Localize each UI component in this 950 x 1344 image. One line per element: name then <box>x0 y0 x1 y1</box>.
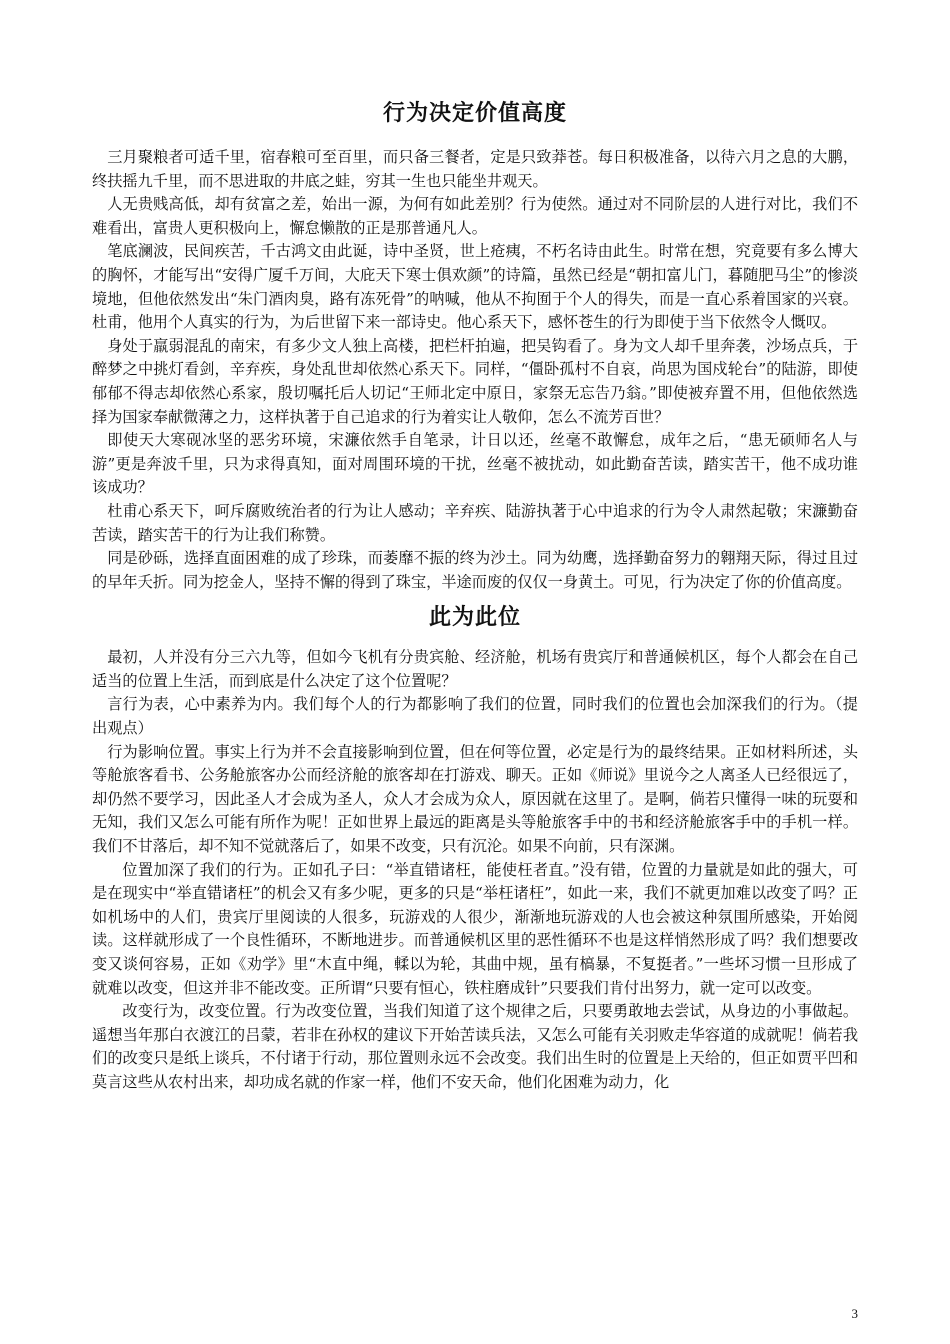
paragraph: 改变行为，改变位置。行为改变位置，当我们知道了这个规律之后，只要勇敢地去尝试，从身边的小事做起。遥想当年那白衣渡江的吕蒙，若非在孙权的建议下开始苦读兵法，又怎么可能有关羽败走华容道的成就呢！倘若我们的改变只是纸上谈兵，不付诸于行动，那位置则永远不会改变。我们出生时的位置是上天给的，但正如贾平凹和莫言这些从农村出来，却功成名就的作家一样，他们不安天命，他们化困难为动力，化 <box>92 1002 858 1091</box>
page-number: 3 <box>851 1306 858 1321</box>
paragraph: 身处于羸弱混乱的南宋，有多少文人独上高楼，把栏杆拍遍，把吴钩看了。身为文人却千里奔袭，沙场点兵，于醉梦之中挑灯看剑，辛弃疾，身处乱世却依然心系天下。同样，“僵卧孤村不自哀，尚思为国戍轮台”的陆游，即使郁郁不得志却依然心系家，殷切嘱托后人切记“王师北定中原日，家祭无忘告乃翁。”即使被弃置不用，但他依然选择为国家奉献微薄之力，这样执著于自己追求的行为着实让人敬仰，怎么不流芳百世？ <box>92 336 858 426</box>
paragraph: 杜甫心系天下，呵斥腐败统治者的行为让人感动；辛弃疾、陆游执著于心中追求的行为令人肃然起敬；宋濂勤奋苦读，踏实苦干的行为让我们称赞。 <box>92 501 858 544</box>
article-title: 行为决定价值高度 <box>382 101 567 126</box>
paragraph: 笔底澜波，民间疾苦，千古鸿文由此诞，诗中圣贤，世上疮痍，不朽名诗由此生。时常在想，究竟要有多么博大的胸怀，才能写出“安得广厦千万间，大庇天下寒士俱欢颜”的诗篇，虽然已经是“朝扣富儿门，暮随肥马尘”的惨淡境地，但他依然发出“朱门酒肉臭，路有冻死骨”的呐喊，他从不拘囿于个人的得失，而是一直心系着国家的兴衰。杜甫，他用个人真实的行为，为后世留下来一部诗史。他心系天下，感怀苍生的行为即使于当下依然令人慨叹。 <box>92 242 858 332</box>
paragraph: 最初，人并没有分三六九等，但如今飞机有分贵宾舱、经济舱，机场有贵宾厅和普通候机区，每个人都会在自己适当的位置上生活，而到底是什么决定了这个位置呢？ <box>92 648 858 690</box>
paragraph: 人无贵贱高低，却有贫富之差，始出一源，为何有如此差别？行为使然。通过对不同阶层的人进行对比，我们不难看出，富贵人更积极向上，懈怠懒散的正是那普通凡人。 <box>92 195 858 237</box>
page-content <box>92 98 858 1095</box>
article-title: 此为此位 <box>428 605 521 631</box>
paragraph: 行为影响位置。事实上行为并不会直接影响到位置，但在何等位置，必定是行为的最终结果。正如材料所述，头等舱旅客看书、公务舱旅客办公而经济舱的旅客却在打游戏、聊天。正如《师说》里说今之人离圣人已经很远了，却仍然不要学习，因此圣人才会成为圣人，众人才会成为众人，原因就在这里了。是啊，倘若只懂得一味的玩耍和无知，我们又怎么可能有所作为呢！正如世界上最远的距离是头等舱旅客手中的书和经济舱旅客手中的手机一样。我们不甘落后，却不知不觉就落后了，如果不改变，只有沉沦。如果不向前，只有深渊。 <box>92 742 858 856</box>
paragraph: 言行为表，心中素养为内。我们每个人的行为都影响了我们的位置，同时我们的位置也会加深我们的行为。（提出观点） <box>92 695 858 738</box>
paragraph: 三月聚粮者可适千里，宿春粮可至百里，而只备三餐者，定是只致莽苍。每日积极准备，以待六月之息的大鹏，终扶摇九千里，而不思进取的井底之蛙，穷其一生也只能坐井观天。 <box>92 148 858 190</box>
paragraph: 同是砂砾，选择直面困难的成了珍珠，而萎靡不振的终为沙土。同为幼鹰，选择勤奋努力的翱翔天际，得过且过的早年夭折。同为挖金人，坚持不懈的得到了珠宝，半途而废的仅仅一身黄土。可见，行为决定了你的价值高度。 <box>92 549 858 591</box>
paragraph: 位置加深了我们的行为。正如孔子曰：“举直错诸枉，能使枉者直。”没有错，位置的力量就是如此的强大，可是在现实中“举直错诸枉”的机会又有多少呢，更多的只是“举枉诸枉”，如此一来，我们不就更加难以改变了吗？正如机场中的人们，贵宾厅里阅读的人很多，玩游戏的人很少，渐渐地玩游戏的人也会被这种氛围所感染，开始阅读。这样就形成了一个良性循环，不断地进步。而普通候机区里的恶性循环不也是这样悄然形成了吗？我们想要改变又谈何容易，正如《劝学》里“木直中绳，輮以为轮，其曲中规，虽有槁暴，不复挺者。”一些坏习惯一旦形成了就难以改变，但这并非不能改变。正所谓“只要有恒心，铁柱磨成针”只要我们肯付出努力，就一定可以改变。 <box>92 860 858 997</box>
paragraph: 即使天大寒砚冰坚的恶劣环境，宋濂依然手自笔录，计日以还，丝毫不敢懈怠，成年之后，“患无硕师名人与游”更是奔波千里，只为求得真知，面对周围环境的干扰，丝毫不被扰动，如此勤奋苦读，踏实苦干，他不成功谁该成功？ <box>92 431 858 497</box>
